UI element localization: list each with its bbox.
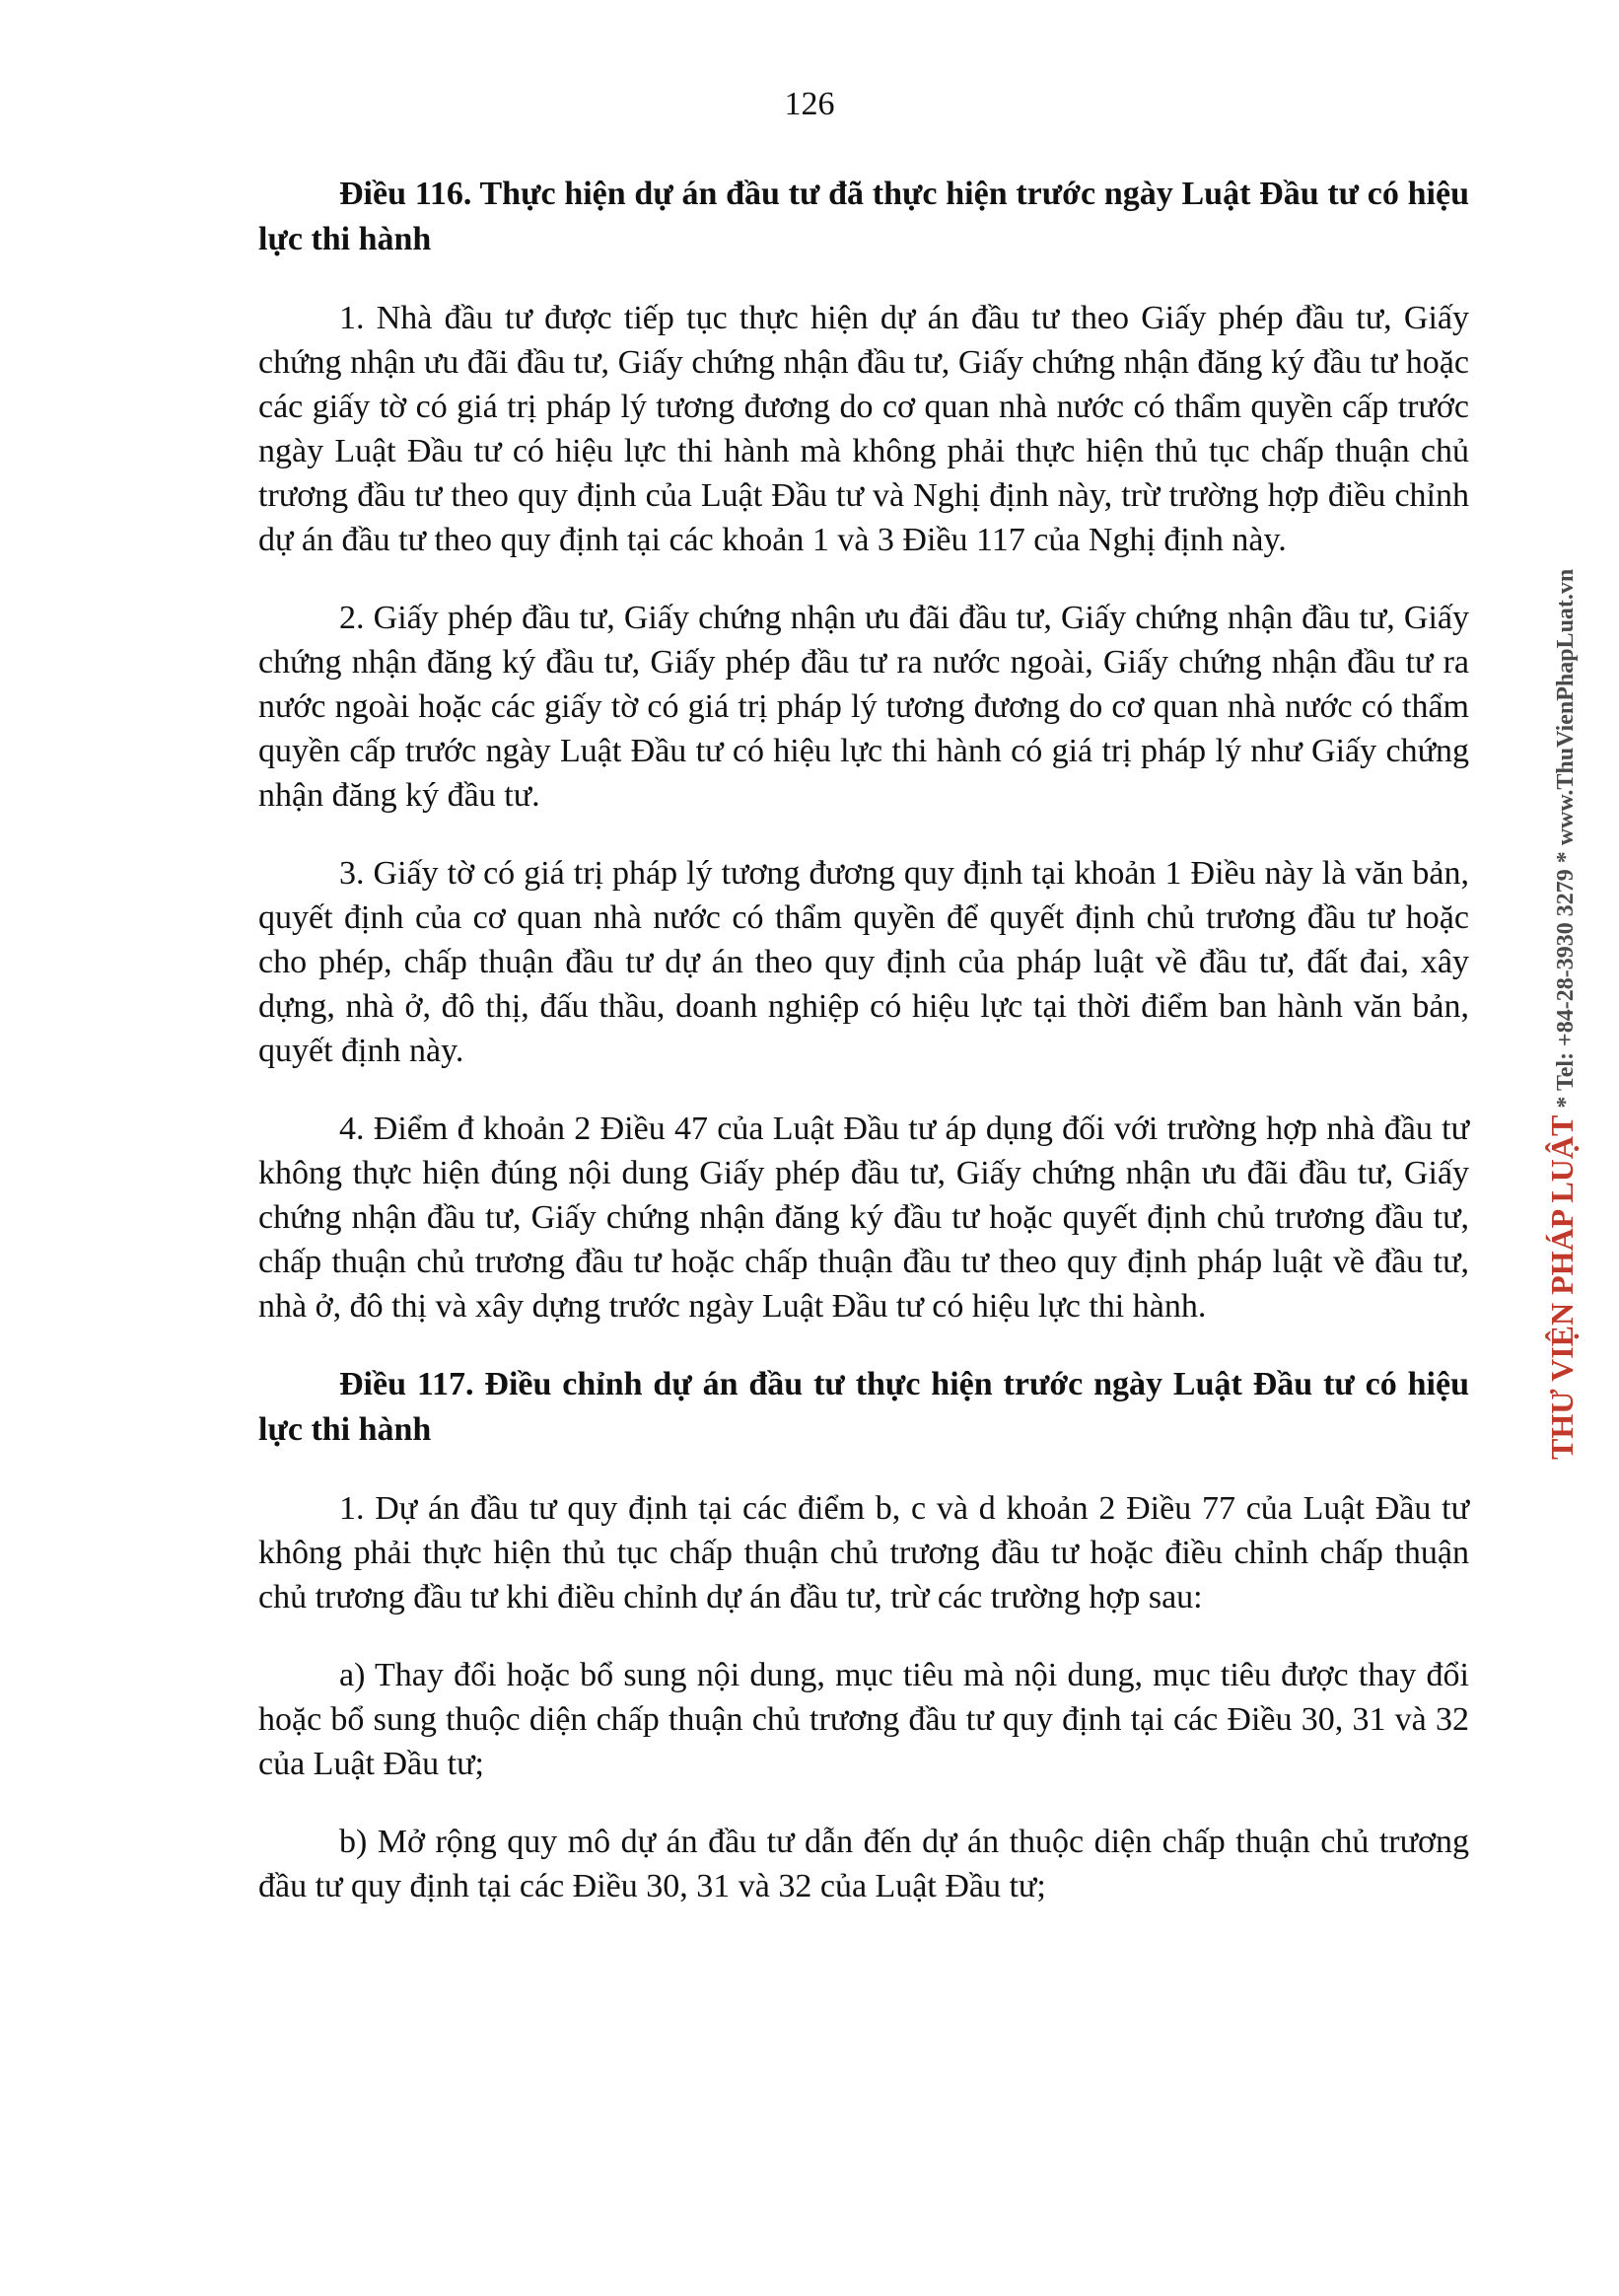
watermark-contact: * Tel: +84-28-3930 3279 * www.ThuVienPhapLuat.vn bbox=[1553, 568, 1579, 1109]
article-116-clause-1: 1. Nhà đầu tư được tiếp tục thực hiện dự án đầu tư theo Giấy phép đầu tư, Giấy chứng nhận ưu đãi đầu tư, Giấy chứng nhận đầu tư, Giấy chứng nhận đăng ký đầu tư hoặc các giấy tờ có giá trị pháp lý tương đương do cơ quan nhà nước có thẩm quyền cấp trước ngày Luật Đầu tư có hiệu lực thi hành mà không phải thực hiện thủ tục chấp thuận chủ trương đầu tư theo quy định của Luật Đầu tư và Nghị định này, trừ trường hợp điều chỉnh dự án đầu tư theo quy định tại các khoản 1 và 3 Điều 117 của Nghị định này. bbox=[258, 300, 1469, 558]
article-117 bbox=[258, 1362, 1469, 1908]
article-117-heading: Điều 117. Điều chỉnh dự án đầu tư thực hiện trước ngày Luật Đầu tư có hiệu lực thi hành bbox=[258, 1366, 1469, 1448]
article-117-point-b: b) Mở rộng quy mô dự án đầu tư dẫn đến dự án thuộc diện chấp thuận chủ trương đầu tư quy định tại các Điều 30, 31 và 32 của Luật Đầu tư; bbox=[258, 1824, 1469, 1904]
watermark bbox=[1546, 569, 1582, 1460]
article-117-clause-1: 1. Dự án đầu tư quy định tại các điểm b, c và d khoản 2 Điều 77 của Luật Đầu tư không phải thực hiện thủ tục chấp thuận chủ trương đầu tư hoặc điều chỉnh chấp thuận chủ trương đầu tư khi điều chỉnh dự án đầu tư, trừ các trường hợp sau: bbox=[258, 1490, 1469, 1615]
article-116-heading: Điều 116. Thực hiện dự án đầu tư đã thực hiện trước ngày Luật Đầu tư có hiệu lực thi hành bbox=[258, 176, 1469, 257]
page-number: 126 bbox=[784, 86, 835, 122]
watermark-brand: THƯ VIỆN PHÁP LUẬT bbox=[1544, 1114, 1580, 1460]
article-117-point-a: a) Thay đổi hoặc bổ sung nội dung, mục tiêu mà nội dung, mục tiêu được thay đổi hoặc bổ sung thuộc diện chấp thuận chủ trương đầu tư quy định tại các Điều 30, 31 và 32 của Luật Đầu tư; bbox=[258, 1657, 1469, 1782]
article-116 bbox=[258, 172, 1469, 1328]
article-116-clause-4: 4. Điểm đ khoản 2 Điều 47 của Luật Đầu tư áp dụng đối với trường hợp nhà đầu tư không thực hiện đúng nội dung Giấy phép đầu tư, Giấy chứng nhận ưu đãi đầu tư, Giấy chứng nhận đầu tư, Giấy chứng nhận đăng ký đầu tư hoặc quyết định chủ trương đầu tư, chấp thuận chủ trương đầu tư hoặc chấp thuận đầu tư theo quy định pháp luật về đầu tư, nhà ở, đô thị và xây dựng trước ngày Luật Đầu tư có hiệu lực thi hành. bbox=[258, 1111, 1469, 1325]
article-116-clause-2: 2. Giấy phép đầu tư, Giấy chứng nhận ưu đãi đầu tư, Giấy chứng nhận đầu tư, Giấy chứng nhận đăng ký đầu tư, Giấy phép đầu tư ra nước ngoài, Giấy chứng nhận đầu tư ra nước ngoài hoặc các giấy tờ có giá trị pháp lý tương đương do cơ quan nhà nước có thẩm quyền cấp trước ngày Luật Đầu tư có hiệu lực thi hành có giá trị pháp lý như Giấy chứng nhận đăng ký đầu tư. bbox=[258, 600, 1469, 814]
article-116-clause-3: 3. Giấy tờ có giá trị pháp lý tương đương quy định tại khoản 1 Điều này là văn bản, quyết định của cơ quan nhà nước có thẩm quyền để quyết định chủ trương đầu tư hoặc cho phép, chấp thuận đầu tư dự án theo quy định của pháp luật về đầu tư, đất đai, xây dựng, nhà ở, đô thị, đấu thầu, doanh nghiệp có hiệu lực tại thời điểm ban hành văn bản, quyết định này. bbox=[258, 855, 1469, 1069]
document-body bbox=[258, 172, 1469, 1942]
